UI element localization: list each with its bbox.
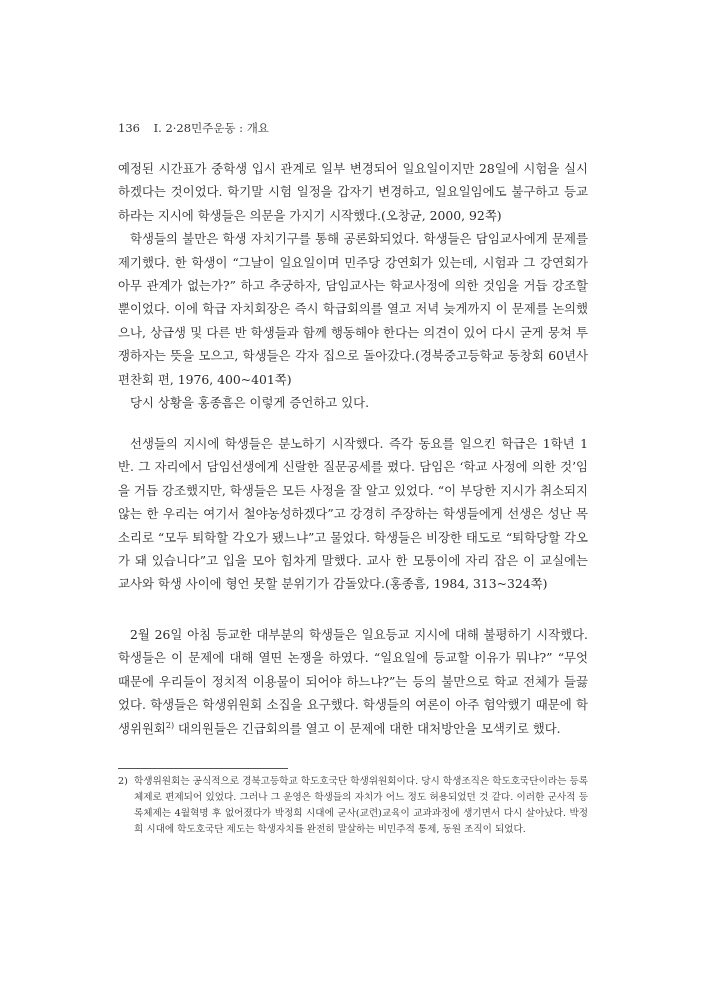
running-header	[118, 120, 269, 136]
quote-text: 선생들의 지시에 학생들은 분노하기 시작했다. 즉각 동요를 일으킨 학급은 1학년 1반. 그 자리에서 담임선생에게 신랄한 질문공세를 폈다. 담임은 ‘학교 사정에 의한 것’임을 거듭 강조했지만, 학생들은 모든 사정을 잘 알고 있었다. “이 부당한 지시가 취소되지 않는 한 우리는 여기서 철야농성하겠다”고 강경히 주장하는 학생들에게 선생은 성난 목소리로 “모두 퇴학할 각오가 됐느냐”고 물었다. 학생들은 비장한 태도로 “퇴학당할 각오가 돼 있습니다”고 입을 모아 힘차게 말했다. 교사 한 모퉁이에 자리 잡은 이 교실에는 교사와 학생 사이에 형언 못할 분위기가 감돌았다.(홍종흠, 1984, 313~324쪽)	[118, 436, 588, 592]
block-quote	[118, 432, 588, 596]
paragraph-4-text-b: 대의원들은 긴급회의를 열고 이 문제에 대한 대처방안을 모색키로 했다.	[174, 720, 561, 736]
paragraph-4	[118, 623, 588, 740]
footnote-divider	[118, 768, 288, 769]
footnote	[118, 774, 588, 838]
page-number: 136	[118, 121, 140, 135]
footnote-text: 학생위원회는 공식적으로 경북고등학교 학도호국단 학생위원회이다. 당시 학생조직은 학도호국단이라는 등록체제로 편제되어 있었다. 그러나 그 운영은 학생들의 자치가 어느 정도 허용되었던 것 같다. 이러한 군사적 등록체제는 4월혁명 후 없어졌다가 박정희 시대에 군사(교련)교육이 교과과정에 생기면서 다시 살아났다. 박정희 시대에 학도호국단 제도는 학생자치를 완전히 말살하는 비민주적 통제, 동원 조직이 되었다.	[134, 776, 588, 835]
running-title: Ⅰ. 2·28민주운동 : 개요	[153, 121, 269, 135]
main-text	[118, 157, 588, 414]
paragraph-2: 학생들의 불만은 학생 자치기구를 통해 공론화되었다. 학생들은 담임교사에게 문제를 제기했다. 한 학생이 “그날이 일요일이며 민주당 강연회가 있는데, 시험과 그 강연회가 아무 관계가 없는가?” 하고 추궁하자, 담임교사는 학교사정에 의한 것임을 거듭 강조할 뿐이었다. 이에 학급 자치회장은 즉시 학급회의를 열고 저녁 늦게까지 이 문제를 논의했으나, 상급생 및 다른 반 학생들과 함께 행동해야 한다는 의견이 있어 다시 굳게 뭉쳐 투쟁하자는 뜻을 모으고, 학생들은 각자 집으로 돌아갔다.(경북중고등학교 동창회 60년사 편찬회 편, 1976, 400~401쪽)	[118, 231, 588, 387]
footnote-mark: 2)	[118, 776, 128, 787]
paragraph-3: 당시 상황을 홍종흠은 이렇게 증언하고 있다.	[130, 395, 370, 411]
main-text-continued	[118, 623, 588, 740]
footnote-reference: 2)	[165, 720, 175, 730]
paragraph-4-text-a: 2월 26일 아침 등교한 대부분의 학생들은 일요등교 지시에 대해 불평하기 시작했다. 학생들은 이 문제에 대해 열띤 논쟁을 하였다. “일요일에 등교할 이유가 뭐냐?” “무엇 때문에 우리들이 정치적 이용물이 되어야 하느냐?”는 등의 불만으로 학교 전체가 들끓었다. 학생들은 학생위원회 소집을 요구했다. 학생들의 여론이 아주 험악했기 때문에 학생위원회	[118, 627, 588, 736]
paragraph-1: 예정된 시간표가 중학생 입시 관계로 일부 변경되어 일요일이지만 28일에 시험을 실시하겠다는 것이었다. 학기말 시험 일정을 갑자기 변경하고, 일요일임에도 불구하고 등교하라는 지시에 학생들은 의문을 가지기 시작했다.(오창균, 2000, 92쪽)	[118, 161, 588, 223]
